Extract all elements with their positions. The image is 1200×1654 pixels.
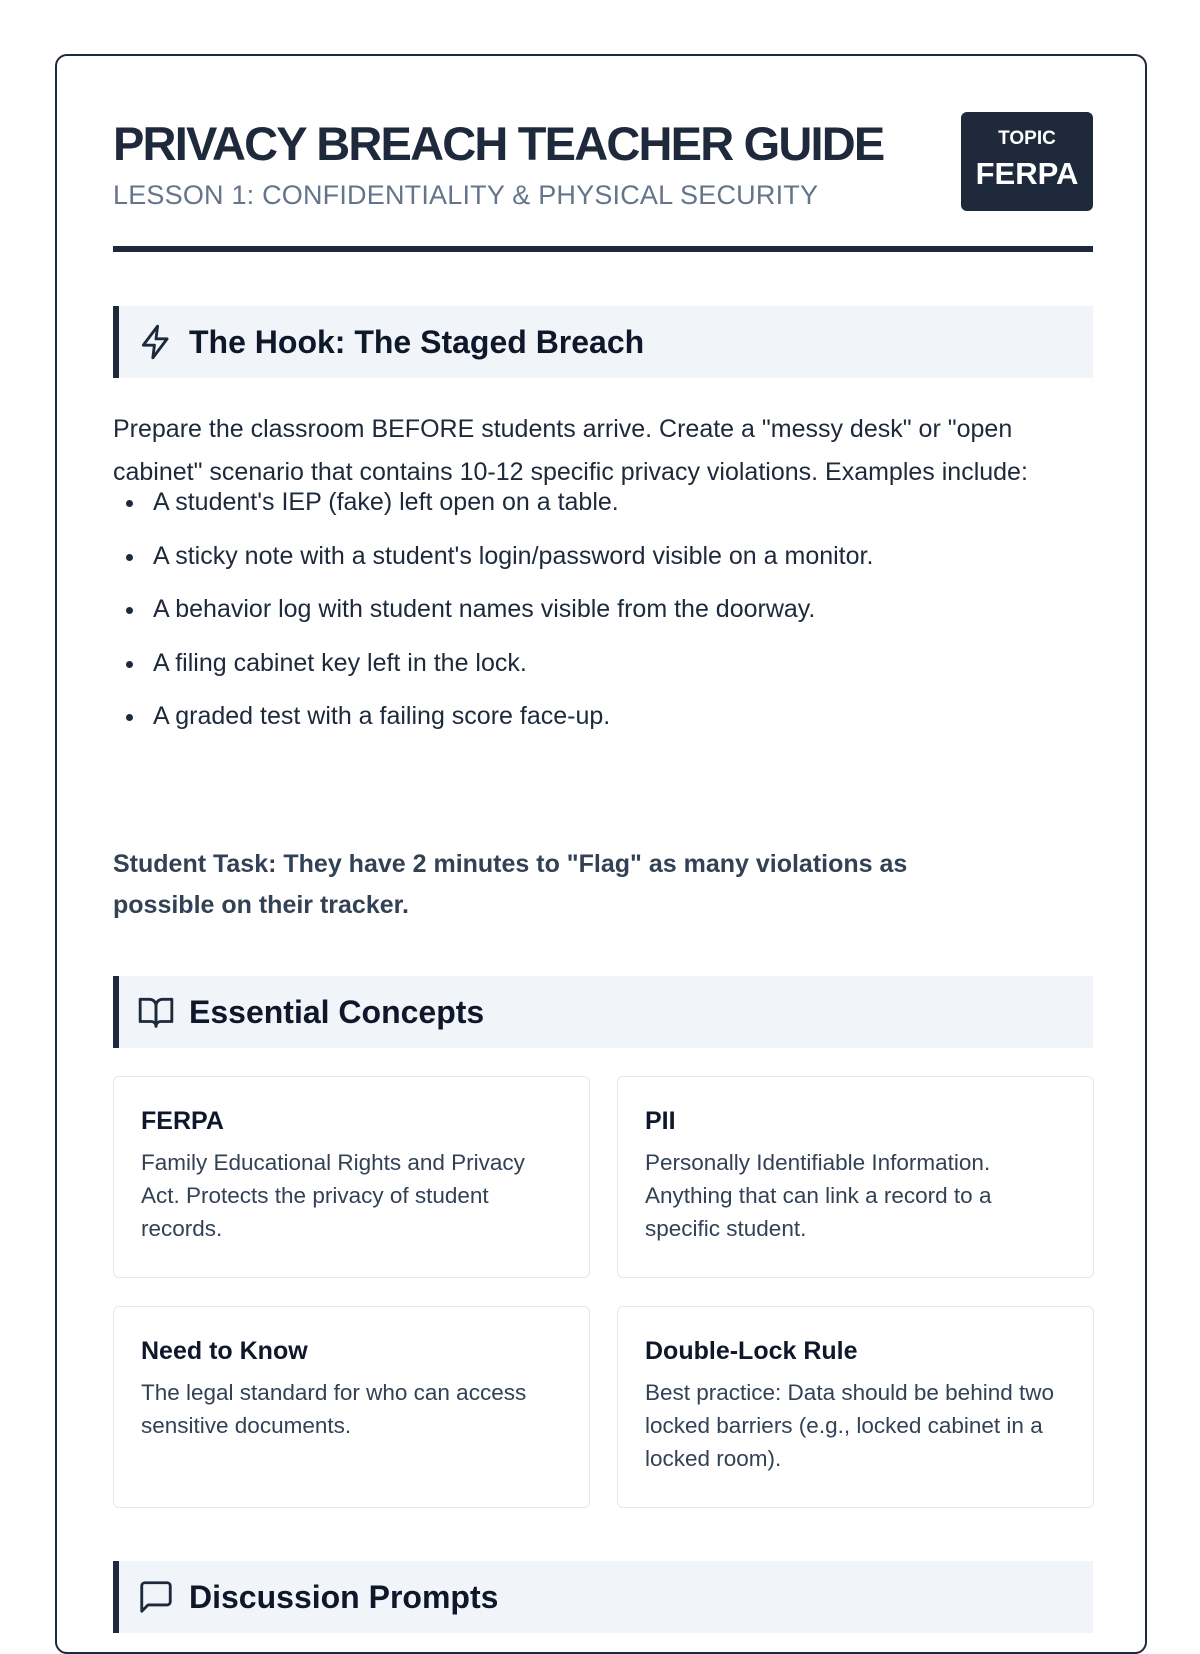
- student-task: Student Task: They have 2 minutes to "Flag" as many violations as possible on their tracker.: [113, 850, 908, 919]
- list-item: A behavior log with student names visible from the doorway.: [113, 583, 1093, 637]
- list-item: A sticky note with a student's login/password visible on a monitor.: [113, 530, 1093, 584]
- guide-card: [55, 54, 1147, 1654]
- topic-value: FERPA: [975, 156, 1079, 191]
- lightning-icon: [137, 323, 175, 361]
- section-header-concepts: [113, 976, 1093, 1048]
- topic-label: TOPIC: [998, 128, 1056, 149]
- concept-desc: Personally Identifiable Information. Anything that can link a record to a specific student.: [645, 1150, 992, 1241]
- concept-title: PII: [645, 1107, 676, 1135]
- page-title: PRIVACY BREACH TEACHER GUIDE: [113, 117, 884, 170]
- concept-card: [617, 1306, 1094, 1508]
- concept-desc: The legal standard for who can access sensitive documents.: [141, 1380, 527, 1438]
- concept-card: [113, 1076, 590, 1278]
- list-item: A filing cabinet key left in the lock.: [113, 637, 1093, 691]
- concept-card: [617, 1076, 1094, 1278]
- section-header-hook: [113, 306, 1093, 378]
- concept-title: Need to Know: [141, 1337, 308, 1365]
- topic-badge: [961, 112, 1093, 211]
- list-item: A graded test with a failing score face-up.: [113, 690, 1093, 744]
- concept-card: [113, 1306, 590, 1508]
- message-square-icon: [137, 1578, 175, 1616]
- section-title: Discussion Prompts: [189, 1578, 499, 1615]
- list-item: A student's IEP (fake) left open on a table.: [113, 476, 1093, 530]
- section-header-discussion: [113, 1561, 1093, 1633]
- page-subtitle: LESSON 1: CONFIDENTIALITY & PHYSICAL SECURITY: [113, 180, 819, 210]
- section-title: Essential Concepts: [189, 993, 485, 1030]
- section-title: The Hook: The Staged Breach: [189, 323, 645, 360]
- concept-title: FERPA: [141, 1107, 224, 1135]
- hook-intro: Prepare the classroom BEFORE students arrive. Create a "messy desk" or "open cabinet" scenario that contains 10-12 specific privacy violations. Examples include:: [113, 415, 1028, 486]
- concept-desc: Best practice: Data should be behind two locked barriers (e.g., locked cabinet in a locked room).: [645, 1380, 1054, 1471]
- header-divider: [113, 246, 1093, 252]
- violation-list: [113, 476, 1093, 744]
- book-open-icon: [137, 993, 175, 1031]
- concept-title: Double-Lock Rule: [645, 1337, 858, 1365]
- concept-desc: Family Educational Rights and Privacy Act. Protects the privacy of student records.: [141, 1150, 525, 1241]
